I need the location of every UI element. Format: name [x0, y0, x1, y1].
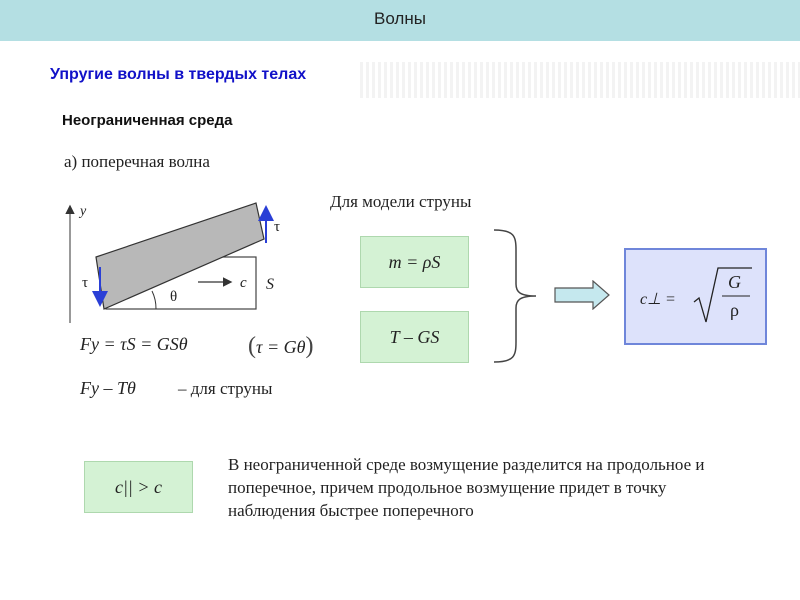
string-note: – для струны — [178, 379, 273, 398]
tau-label-left: τ — [82, 275, 89, 291]
result-lhs: c⊥ = — [639, 290, 676, 308]
right-brace — [490, 228, 540, 364]
result-numerator: G — [727, 271, 741, 292]
page-title: Волны — [374, 9, 426, 28]
slide-subtitle: Упругие волны в твердых телах — [50, 66, 307, 83]
shear-force-formula: Fy = τS = GSθ — [80, 334, 188, 354]
y-axis-label: y — [80, 204, 87, 219]
mass-formula-box — [360, 236, 469, 288]
angle-label: θ — [170, 289, 178, 305]
tension-formula-box — [360, 311, 469, 363]
result-denominator: ρ — [729, 299, 739, 320]
speed-comparison-box — [84, 461, 193, 513]
result-arrow — [553, 280, 611, 310]
mass-formula: m = ρS — [388, 251, 441, 272]
speed-comparison-formula: c|| > c — [114, 476, 163, 497]
sqrt-sign — [694, 268, 752, 322]
string-force-formula: Fy – Tθ — [80, 378, 136, 398]
area-label: S — [266, 276, 274, 293]
shear-diagram — [58, 195, 298, 325]
wave-type-label: а) поперечная волна — [64, 152, 210, 171]
velocity-label: c — [240, 275, 247, 291]
conclusion-paragraph: В неограниченной среде возмущение разделится на продольное и поперечное, причем продольное возмущение придет в точку наблюдения быстрее поперечного — [228, 455, 705, 520]
result-formula-box — [624, 248, 767, 345]
shear-speed-formula — [636, 262, 756, 332]
tau-label-top: τ — [274, 219, 281, 235]
hooke-law-formula: (τ = Gθ) — [248, 333, 314, 359]
model-label: Для модели струны — [330, 192, 472, 211]
subtitle-band — [360, 62, 800, 98]
header-bar — [0, 0, 800, 41]
tension-formula: T – GS — [389, 326, 440, 347]
hooke-law-text: τ = Gθ — [256, 337, 306, 357]
section-heading: Неограниченная среда — [62, 112, 233, 129]
